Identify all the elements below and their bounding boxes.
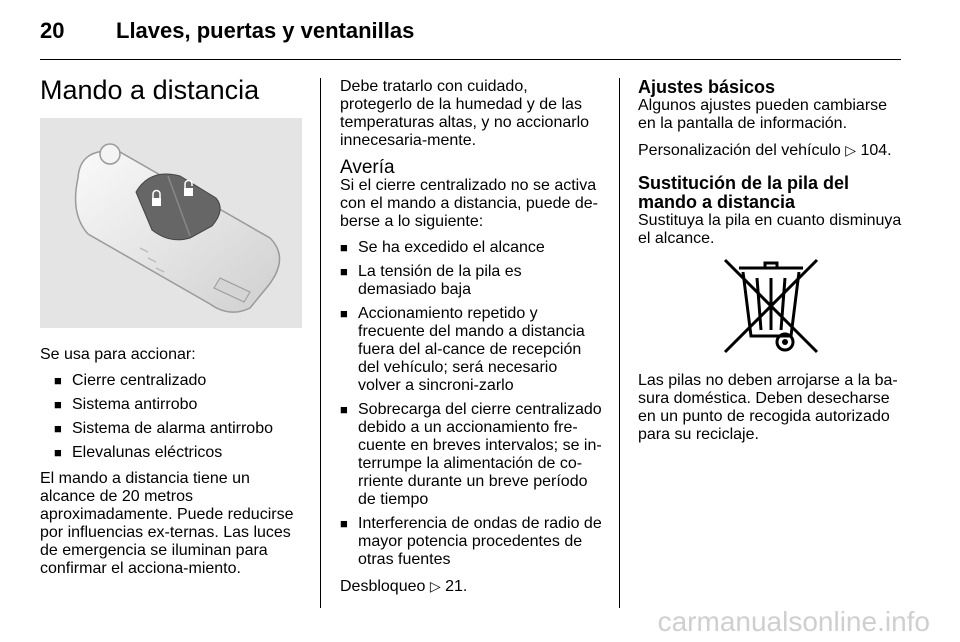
list-item: ■ Elevalunas eléctricos <box>54 444 302 462</box>
list-item: ■ Cierre centralizado <box>54 372 302 390</box>
page-header <box>40 18 920 46</box>
range-paragraph: El mando a distancia tiene un alcance de 20 metros aproximadamente. Puede reducirse por influencias ex-ternas. Las luces de emergencia se iluminan para confirmar el acciona-miento. <box>40 470 294 577</box>
battery-replacement-paragraph: Sustituya la pila en cuanto disminuya el alcance. <box>638 212 902 247</box>
list-item: ■ Accionamiento repetido y frecuente del mando a distancia fuera del al-cance de recepción del vehículo; será necesario volver a sincroni-zarlo <box>340 305 602 395</box>
reference-page: 21. <box>445 578 468 595</box>
footer-watermark: carmanualsonline.info <box>657 606 930 637</box>
column-divider <box>619 78 620 608</box>
care-paragraph: Debe tratarlo con cuidado, protegerlo de la humedad y de las temperaturas altas, y no accionarlo innecesaria-mente. <box>340 78 590 149</box>
disposal-paragraph: Las pilas no deben arrojarse a la ba-sura doméstica. Deben desecharse en un punto de recogida autorizado para su reciclaje. <box>638 372 898 443</box>
list-item: ■ Sistema antirrobo <box>54 396 302 414</box>
column-2 <box>340 78 602 604</box>
basic-settings-heading: Ajustes básicos <box>638 77 776 97</box>
list-item: ■ Sistema de alarma antirrobo <box>54 420 302 438</box>
battery-replacement-heading: Sustitución de la pila del mando a distancia <box>638 173 850 212</box>
chapter-title: Llaves, puertas y ventanillas <box>116 18 415 43</box>
header-rule <box>40 59 901 60</box>
triangle-arrow-icon: ▷ <box>429 578 441 594</box>
crossed-bin-icon <box>638 256 904 356</box>
list-item: ■ Se ha excedido el alcance <box>340 239 602 257</box>
fault-heading: Avería <box>340 157 395 178</box>
reference-page: 104. <box>860 142 892 159</box>
column-1 <box>40 74 302 586</box>
feature-list <box>40 372 302 462</box>
column-divider <box>320 78 321 608</box>
section-title: Mando a distancia <box>40 75 260 105</box>
remote-key-image <box>40 118 302 328</box>
basic-settings-paragraph: Algunos ajustes pueden cambiarse en la pantalla de información. <box>638 97 888 132</box>
list-item: ■ La tensión de la pila es demasiado baja <box>340 263 602 299</box>
page-number: 20 <box>40 18 65 43</box>
fault-list <box>340 239 602 569</box>
list-item: ■ Interferencia de ondas de radio de mayor potencia procedentes de otras fuentes <box>340 515 602 569</box>
cross-reference[interactable] <box>638 141 904 160</box>
reference-text: Personalización del vehículo <box>638 142 841 159</box>
list-item: ■ Sobrecarga del cierre centralizado debido a un accionamiento fre-cuente en breves intervalos; se in-terrumpe la alimentación de co-rriente durante un breve período de tiempo <box>340 401 602 509</box>
cross-reference[interactable] <box>340 577 602 596</box>
column-3 <box>638 78 904 452</box>
reference-text: Desbloqueo <box>340 578 426 595</box>
intro-text: Se usa para accionar: <box>40 346 196 363</box>
triangle-arrow-icon: ▷ <box>845 142 857 158</box>
fault-paragraph: Si el cierre centralizado no se activa con el mando a distancia, puede de-berse a lo siguiente: <box>340 177 598 230</box>
